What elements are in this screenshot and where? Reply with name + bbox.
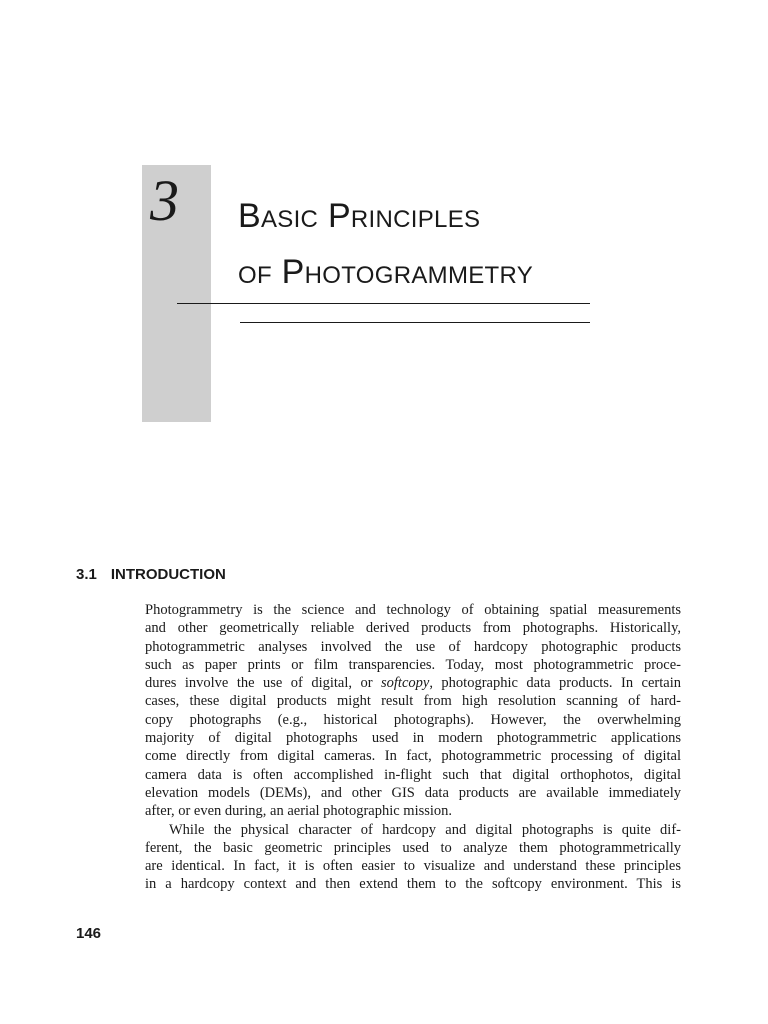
section-title: INTRODUCTION	[110, 566, 226, 583]
paragraph-line	[145, 674, 681, 692]
line-segment: , photographic data products. In certain	[429, 675, 681, 692]
paragraph-line: photogrammetric analyses involved the use of hardcopy photographic products	[145, 638, 681, 655]
chapter-title-line-1: Basic Principles	[238, 197, 481, 235]
paragraph-line: in a hardcopy context and then extend them to the softcopy environment. This is	[145, 876, 681, 893]
paragraph-line: come directly from digital cameras. In fact, photogrammetric processing of digital	[145, 748, 681, 765]
chapter-title-line-2: of Photogrammetry	[238, 253, 534, 291]
paragraph-line: copy photographs (e.g., historical photographs). However, the overwhelming	[145, 711, 681, 728]
paragraph-line: Photogrammetry is the science and technology of obtaining spatial measurements	[145, 602, 681, 618]
paragraph-line: cases, these digital products might result from high resolution scanning of hard-	[145, 693, 681, 710]
paragraph-line: elevation models (DEMs), and other GIS data products are available immediately	[145, 784, 681, 801]
page-number: 146	[76, 925, 102, 942]
paragraph-line: after, or even during, an aerial photographic mission.	[145, 803, 453, 820]
paragraph-line: and other geometrically reliable derived products from photographs. Historically,	[145, 620, 681, 637]
paragraph-line: majority of digital photographs used in modern photogrammetric applications	[145, 730, 681, 747]
paragraph-1	[145, 601, 681, 821]
paragraph-line: such as paper prints or film transparencies. Today, most photogrammetric proce-	[145, 656, 681, 673]
softcopy-emphasis: softcopy	[381, 675, 430, 692]
body-text	[145, 601, 681, 894]
section-heading	[76, 566, 226, 583]
paragraph-line: While the physical character of hardcopy and digital photographs is quite dif-	[169, 821, 681, 838]
line-segment: dures involve the use of digital, or	[145, 675, 381, 692]
paragraph-line: camera data is often accomplished in-flight such that digital orthophotos, digital	[145, 766, 681, 783]
chapter-number: 3	[150, 168, 179, 233]
paragraph-line: ferent, the basic geometric principles used to analyze them photogrammetrically	[145, 839, 681, 856]
paragraph-line: are identical. In fact, it is often easier to visualize and understand these principles	[145, 858, 681, 875]
title-rule-upper	[177, 303, 590, 304]
section-number: 3.1	[76, 566, 97, 583]
title-rule-lower	[240, 322, 590, 323]
paragraph-2	[145, 821, 681, 894]
